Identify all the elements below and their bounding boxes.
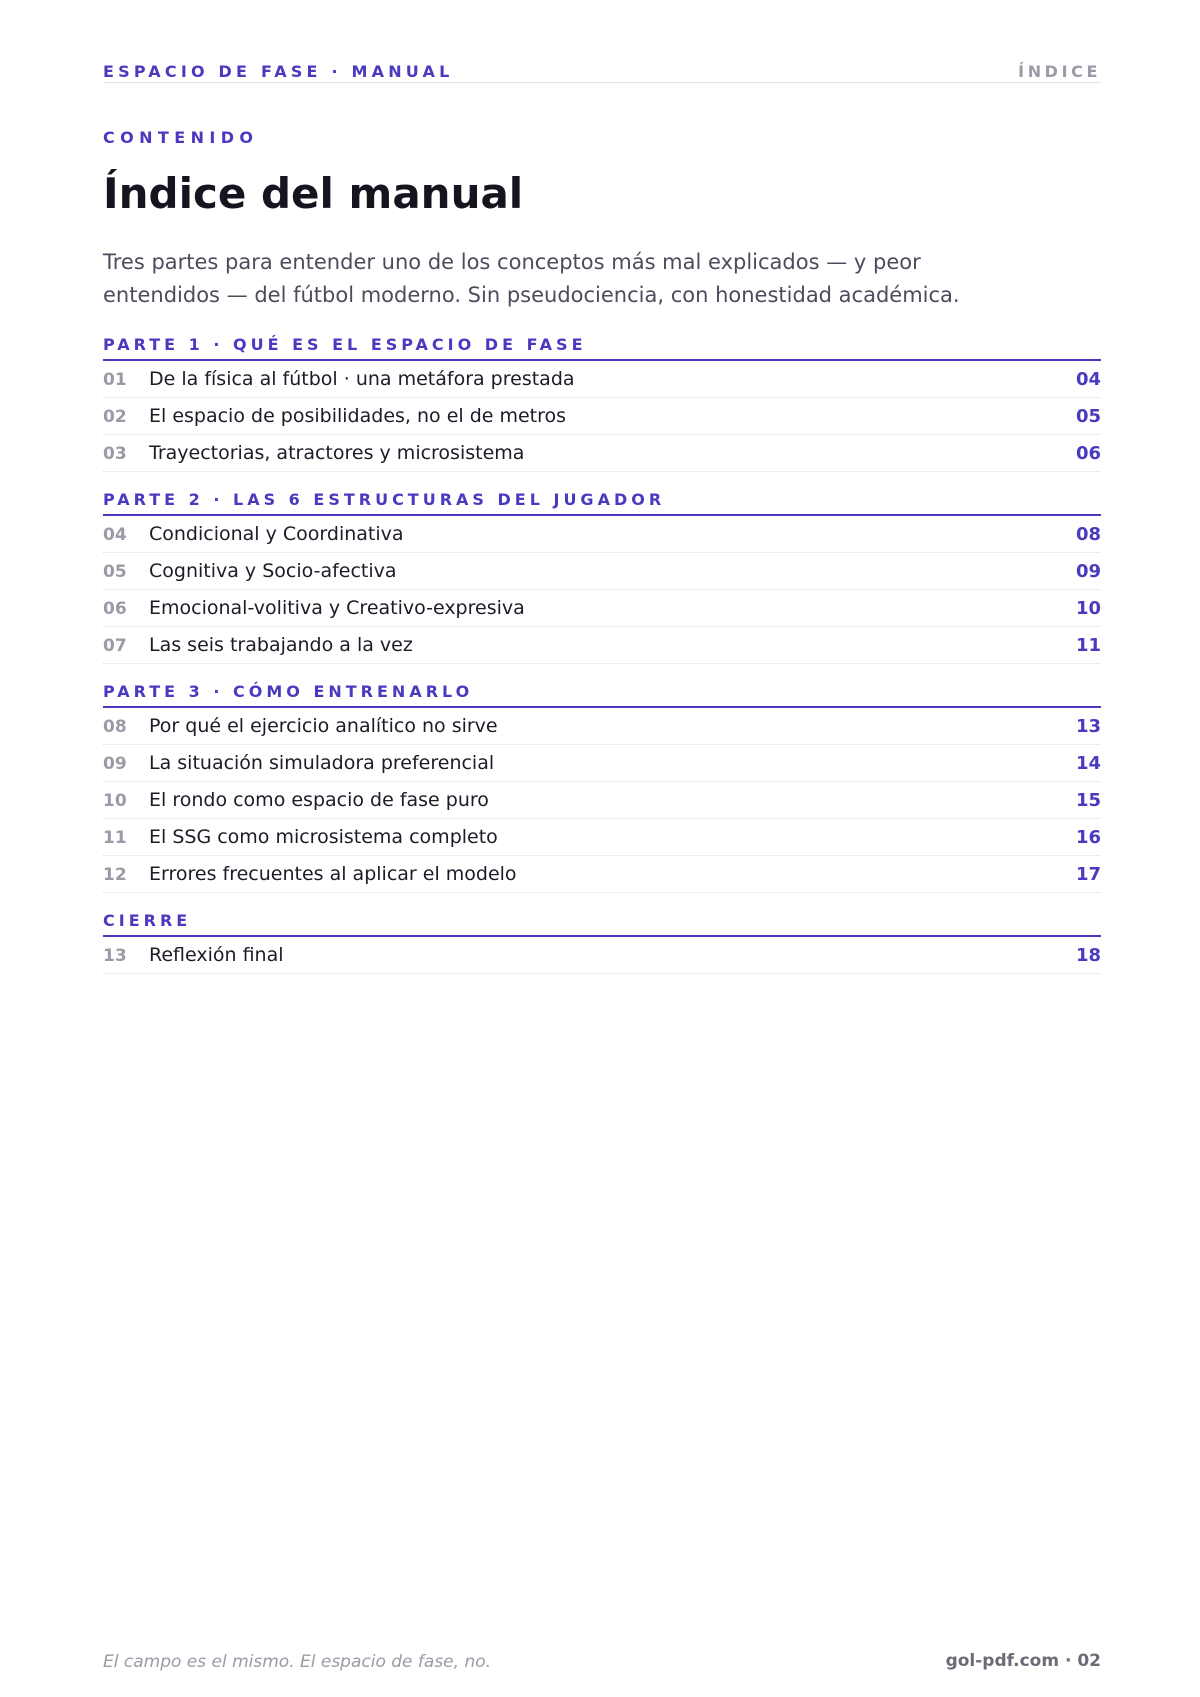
section-label: ÍNDICE: [1018, 62, 1101, 81]
entry-number: 03: [103, 444, 127, 464]
manual-label: ESPACIO DE FASE · MANUAL: [103, 62, 454, 81]
entry-number: 01: [103, 370, 127, 390]
entry-page-number: 09: [1075, 561, 1101, 582]
entry-page-number: 10: [1075, 598, 1101, 619]
intro-paragraph: Tres partes para entender uno de los conceptos más mal explicados — y peor entendidos — del fútbol moderno. Sin pseudociencia, con honestidad académica.: [103, 250, 960, 307]
toc-section-closing: [103, 909, 1101, 974]
entry-page-number: 17: [1075, 864, 1101, 885]
entry-title: Trayectorias, atractores y microsistema: [149, 442, 525, 464]
entry-title: Reflexión final: [149, 944, 284, 966]
section-heading: PARTE 1 · QUÉ ES EL ESPACIO DE FASE: [103, 333, 1101, 361]
entry-number: 12: [103, 865, 127, 885]
section-heading: CIERRE: [103, 909, 1101, 937]
toc-entry[interactable]: [103, 627, 1101, 664]
entry-page-number: 14: [1075, 753, 1101, 774]
entry-title: Por qué el ejercicio analítico no sirve: [149, 715, 498, 737]
entry-title: Emocional-volitiva y Creativo-expresiva: [149, 597, 525, 619]
footer-site-page: gol-pdf.com · 02: [945, 1651, 1101, 1671]
entry-number: 11: [103, 828, 127, 848]
entry-title: El SSG como microsistema completo: [149, 826, 498, 848]
entry-title: El espacio de posibilidades, no el de metros: [149, 405, 567, 427]
entry-page-number: 08: [1075, 524, 1101, 545]
entry-page-number: 13: [1075, 716, 1101, 737]
toc-entry[interactable]: [103, 937, 1101, 974]
table-of-contents: [103, 333, 1101, 974]
toc-entry[interactable]: [103, 516, 1101, 553]
entry-title: Errores frecuentes al aplicar el modelo: [149, 863, 517, 885]
toc-section-part-1: [103, 333, 1101, 472]
entry-number: 09: [103, 754, 127, 774]
toc-section-part-2: [103, 488, 1101, 664]
entry-page-number: 15: [1075, 790, 1101, 811]
section-heading: PARTE 3 · CÓMO ENTRENARLO: [103, 680, 1101, 708]
footer-tagline: El campo es el mismo. El espacio de fase, no.: [103, 1652, 492, 1672]
toc-entry[interactable]: [103, 361, 1101, 398]
toc-entry[interactable]: [103, 398, 1101, 435]
entry-page-number: 11: [1075, 635, 1101, 656]
entry-title: La situación simuladora preferencial: [149, 752, 495, 774]
entry-number: 13: [103, 946, 127, 966]
entry-number: 04: [103, 525, 127, 545]
entry-title: Condicional y Coordinativa: [149, 523, 404, 545]
document-page: [103, 0, 1101, 1697]
section-heading: PARTE 2 · LAS 6 ESTRUCTURAS DEL JUGADOR: [103, 488, 1101, 516]
toc-entry[interactable]: [103, 553, 1101, 590]
entry-title: Las seis trabajando a la vez: [149, 634, 413, 656]
entry-page-number: 05: [1075, 406, 1101, 427]
eyebrow-label: CONTENIDO: [103, 128, 259, 147]
toc-entry[interactable]: [103, 782, 1101, 819]
entry-number: 07: [103, 636, 127, 656]
toc-entry[interactable]: [103, 819, 1101, 856]
running-header: [103, 62, 1101, 83]
page-title: Índice del manual: [103, 169, 524, 218]
entry-page-number: 04: [1075, 369, 1101, 390]
entry-number: 08: [103, 717, 127, 737]
entry-number: 05: [103, 562, 127, 582]
toc-entry[interactable]: [103, 856, 1101, 893]
entry-page-number: 18: [1075, 945, 1101, 966]
entry-title: De la física al fútbol · una metáfora prestada: [149, 368, 575, 390]
toc-section-part-3: [103, 680, 1101, 893]
entry-title: Cognitiva y Socio-afectiva: [149, 560, 397, 582]
entry-page-number: 06: [1075, 443, 1101, 464]
toc-entry[interactable]: [103, 745, 1101, 782]
toc-entry[interactable]: [103, 590, 1101, 627]
entry-number: 10: [103, 791, 127, 811]
entry-number: 06: [103, 599, 127, 619]
toc-entry[interactable]: [103, 708, 1101, 745]
entry-title: El rondo como espacio de fase puro: [149, 789, 489, 811]
toc-entry[interactable]: [103, 435, 1101, 472]
entry-number: 02: [103, 407, 127, 427]
entry-page-number: 16: [1075, 827, 1101, 848]
